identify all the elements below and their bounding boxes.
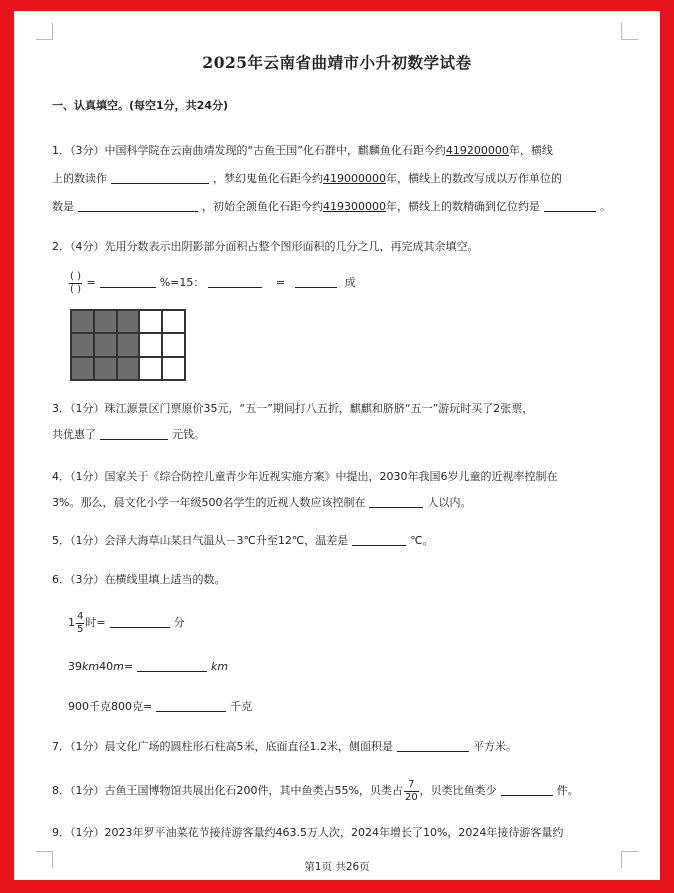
grid-cell-shaded: [117, 357, 140, 380]
grid-cell-empty: [162, 333, 185, 356]
grid-cell-empty: [162, 357, 185, 380]
answer-blank[interactable]: [501, 781, 553, 796]
fraction: $\frac{4}{5}$: [77, 610, 84, 635]
grid-cell-shaded: [94, 357, 117, 380]
grid-cell-empty: [139, 310, 162, 333]
shaded-area-grid: [70, 309, 186, 381]
grid-cell-shaded: [117, 333, 140, 356]
question-2-equation: $\frac{( )}{( )}$ = %=15： = 成: [70, 270, 356, 295]
answer-blank[interactable]: [295, 273, 337, 288]
section-heading: 一、认真填空。(每空1分，共24分): [52, 99, 229, 112]
question-6-row-2: 39km40m= km: [68, 653, 630, 681]
question-7: 7．（1分）晨文化广场的圆柱形石柱高5米，底面直径1.2米，侧面积是 平方米。: [52, 733, 630, 761]
answer-blank[interactable]: [369, 493, 423, 508]
exam-page: [14, 11, 660, 880]
grid-cell-shaded: [94, 310, 117, 333]
answer-blank[interactable]: [397, 737, 469, 752]
grid-cell-shaded: [71, 357, 94, 380]
answer-blank[interactable]: [78, 197, 198, 212]
question-5: 5．（1分）会泽大海草山某日气温从－3℃升至12℃，温差是 ℃。: [52, 527, 630, 555]
question-2: 2．（4分）先用分数表示出阴影部分面积占整个图形面积的几分之几，再完成其余填空。: [52, 240, 479, 253]
answer-blank[interactable]: [137, 657, 207, 672]
grid-cell-shaded: [71, 333, 94, 356]
question-1-line-1: 1．（3分）中国科学院在云南曲靖发现的“古鱼王国”化石群中，麒麟鱼化石距今约419200000年，横线: [52, 144, 553, 157]
question-3-line-2: 共优惠了 元钱。: [52, 421, 630, 449]
question-6: 6．（3分）在横线里填上适当的数。: [52, 573, 226, 586]
question-6-row-1: 1 $\frac{4}{5}$ 时= 分: [68, 610, 185, 635]
grid-cell-empty: [139, 333, 162, 356]
crop-mark: [36, 23, 53, 40]
question-4-line-1: 4．（1分）国家关于《综合防控儿童青少年近视实施方案》中提出，2030年我国6岁儿童的近视率控制在: [52, 470, 558, 483]
question-6-row-3: 900千克800克= 千克: [68, 693, 630, 721]
question-9-line-1: 9．（1分）2023年罗平油菜花节接待游客量约463.5万人次，2024年增长了10%，2024年接待游客量约: [52, 826, 564, 839]
question-8: 8．（1分）古鱼王国博物馆共展出化石200件，其中鱼类占55%，贝类占 $\frac{7}{20}$ ，贝类比鱼类少 件。: [52, 778, 579, 803]
question-3-line-1: 3．（1分）珠江源景区门票原价35元，“五一”期间打八五折，麒麒和脐脐“五一”游玩时买了2张票，: [52, 402, 534, 415]
grid-cell-empty: [162, 310, 185, 333]
page-footer: 第1页 共26页: [304, 861, 370, 873]
answer-blank[interactable]: [111, 169, 209, 184]
question-4-line-2: 3%。那么，晨文化小学一年级500名学生的近视人数应该控制在 人以内。: [52, 489, 630, 517]
grid-cell-empty: [139, 357, 162, 380]
answer-blank[interactable]: [208, 273, 262, 288]
answer-blank[interactable]: [100, 273, 156, 288]
grid-cell-shaded: [94, 333, 117, 356]
page-title: 2025年云南省曲靖市小升初数学试卷: [202, 53, 472, 72]
grid-cell-shaded: [71, 310, 94, 333]
answer-blank[interactable]: [544, 197, 596, 212]
fraction: $\frac{( )}{( )}$: [70, 270, 81, 295]
answer-blank[interactable]: [100, 425, 168, 440]
question-1-line-2: 上的数读作 ，梦幻鬼鱼化石距今约419000000年，横线上的数改写成以万作单位的: [52, 165, 630, 193]
answer-blank[interactable]: [352, 531, 406, 546]
answer-blank[interactable]: [156, 697, 226, 712]
grid-cell-shaded: [117, 310, 140, 333]
fraction: $\frac{7}{20}$: [404, 778, 418, 803]
question-1-line-3: 数是 ，初始全颌鱼化石距今约419300000年，横线上的数精确到亿位约是 。: [52, 193, 630, 221]
answer-blank[interactable]: [110, 613, 170, 628]
crop-mark: [621, 23, 638, 40]
